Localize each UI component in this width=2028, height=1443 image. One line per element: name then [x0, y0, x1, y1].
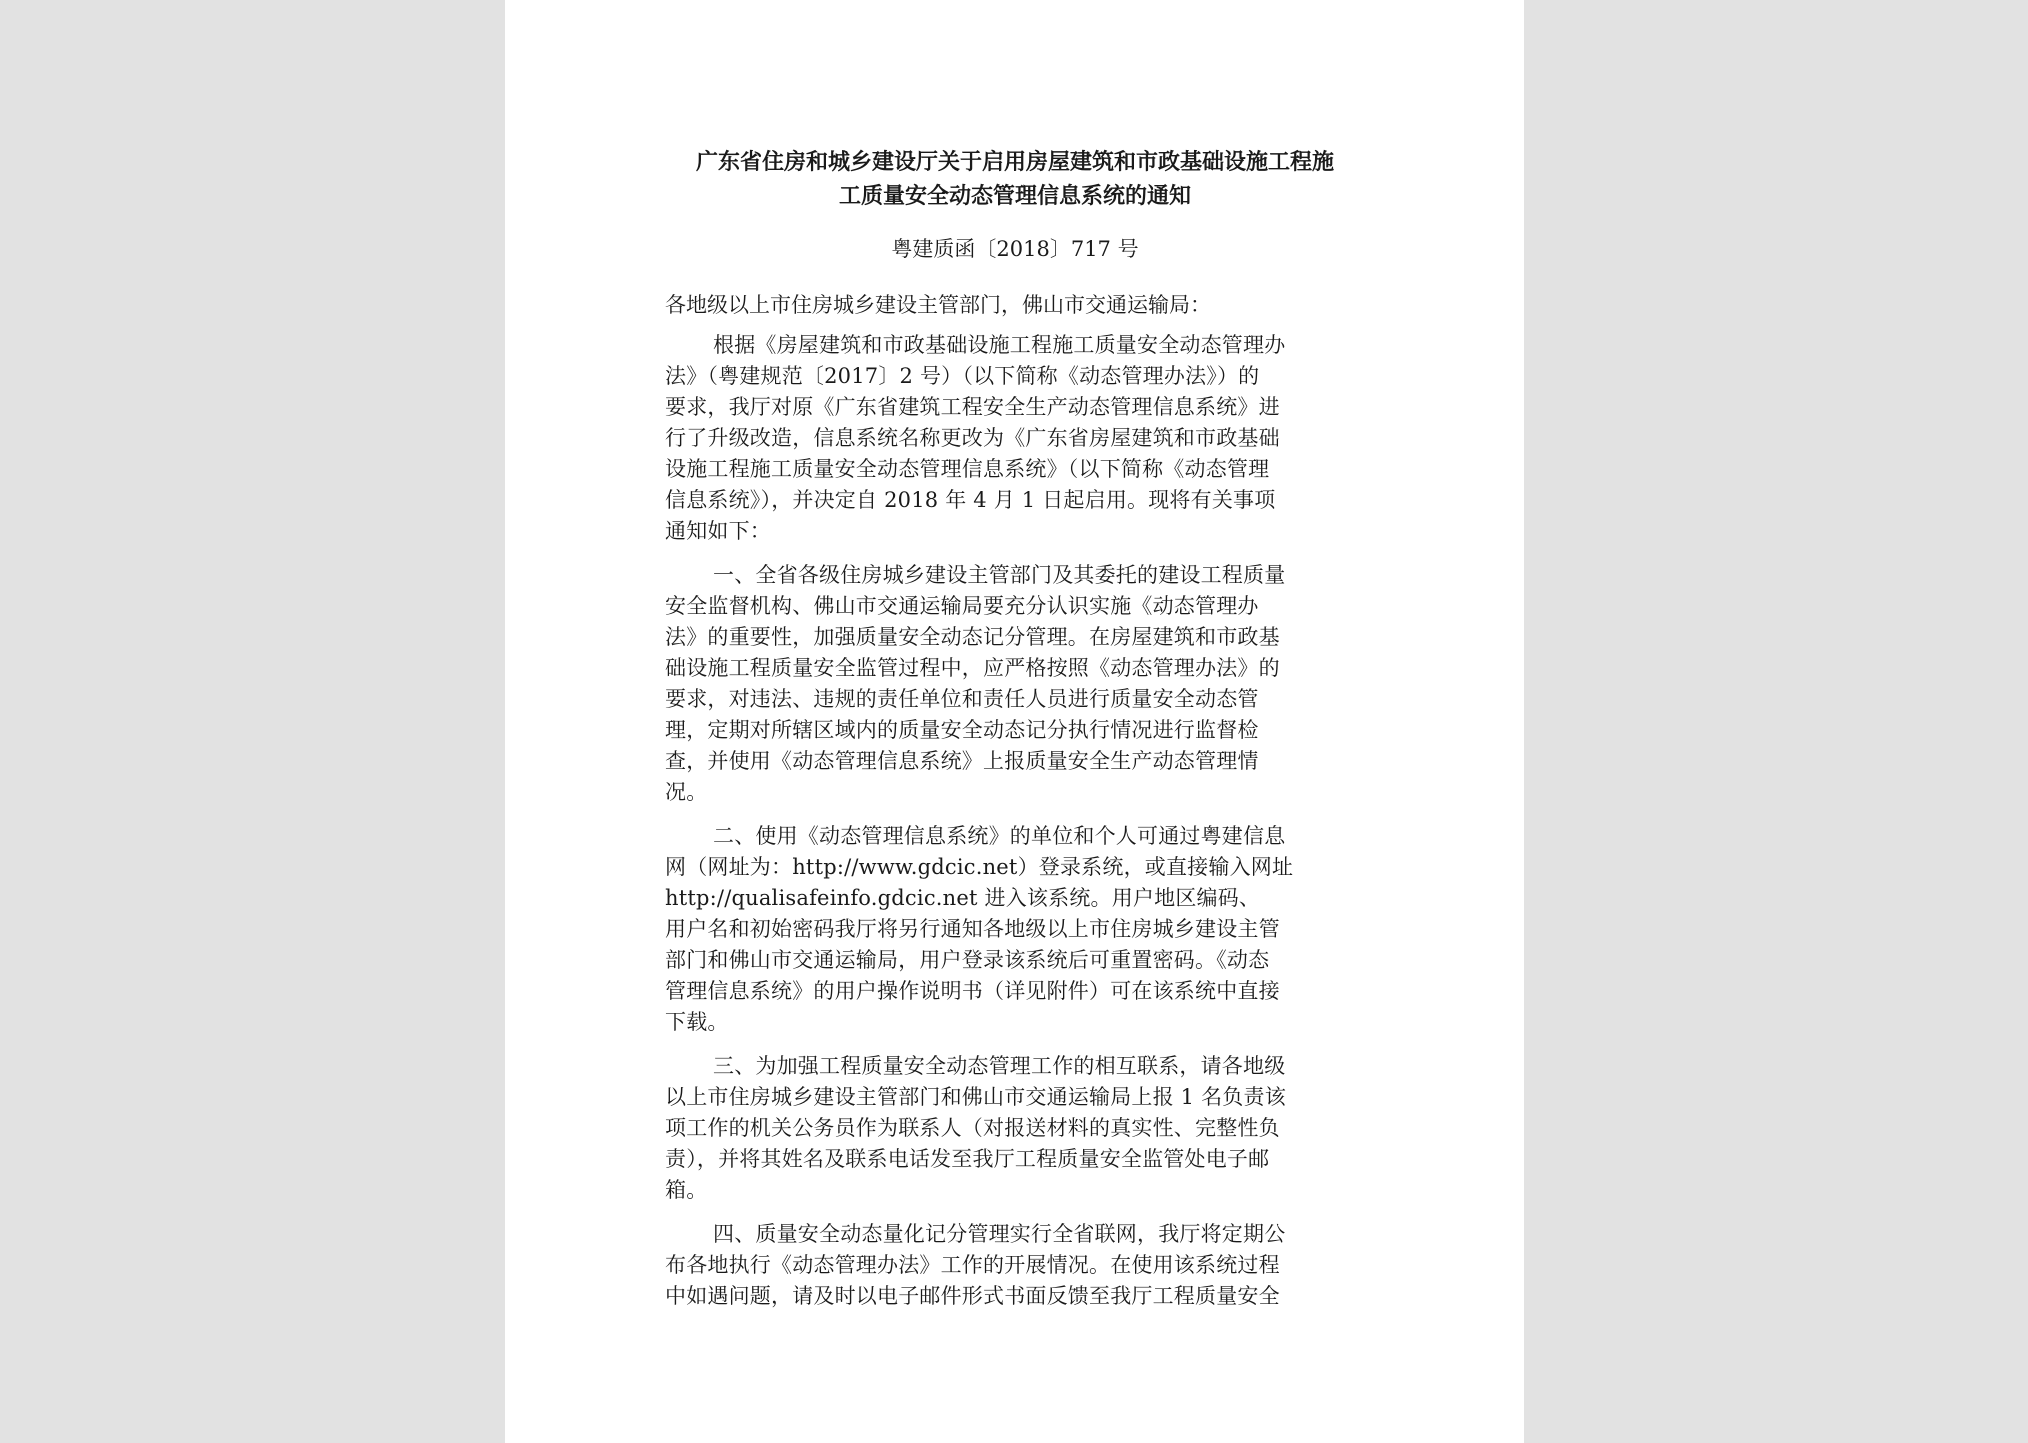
- text-line: 以上市住房城乡建设主管部门和佛山市交通运输局上报 1 名负责该: [665, 1085, 1286, 1109]
- text-line: 根据《房屋建筑和市政基础设施工程施工质量安全动态管理办: [713, 333, 1286, 357]
- text-line: 法》的重要性，加强质量安全动态记分管理。在房屋建筑和市政基: [665, 625, 1280, 649]
- text-line: 一、全省各级住房城乡建设主管部门及其委托的建设工程质量: [713, 563, 1286, 587]
- text-line: 网（网址为：http://www.gdcic.net）登录系统，或直接输入网址: [665, 855, 1294, 879]
- text-line: 理，定期对所辖区域内的质量安全动态记分执行情况进行监督检: [665, 718, 1259, 742]
- text-line: 行了升级改造，信息系统名称更改为《广东省房屋建筑和市政基础: [665, 426, 1280, 450]
- text-line: 项工作的机关公务员作为联系人（对报送材料的真实性、完整性负: [665, 1116, 1280, 1140]
- text-line: 箱。: [665, 1178, 708, 1202]
- document-body: [665, 330, 1365, 1325]
- document-title: [665, 146, 1365, 214]
- text-line: 要求，我厅对原《广东省建筑工程安全生产动态管理信息系统》进: [665, 395, 1280, 419]
- text-line: 设施工程施工质量安全动态管理信息系统》（以下简称《动态管理: [665, 457, 1270, 481]
- text-line: 布各地执行《动态管理办法》工作的开展情况。在使用该系统过程: [665, 1253, 1280, 1277]
- document-number: 粤建质函〔2018〕717 号: [891, 237, 1139, 261]
- text-line: 中如遇问题，请及时以电子邮件形式书面反馈至我厅工程质量安全: [665, 1284, 1280, 1308]
- text-line: 础设施工程质量安全监管过程中，应严格按照《动态管理办法》的: [665, 656, 1280, 680]
- text-line: 管理信息系统》的用户操作说明书（详见附件）可在该系统中直接: [665, 979, 1280, 1003]
- text-line: 通知如下：: [665, 519, 771, 543]
- title-line: 广东省住房和城乡建设厅关于启用房屋建筑和市政基础设施工程施: [695, 150, 1334, 175]
- text-line: 四、质量安全动态量化记分管理实行全省联网，我厅将定期公: [713, 1222, 1286, 1246]
- text-line: 下载。: [665, 1010, 729, 1034]
- paragraph-item-1: [665, 560, 1365, 808]
- paragraph-item-3: [665, 1051, 1365, 1206]
- text-line: 责），并将其姓名及联系电话发至我厅工程质量安全监管处电子邮: [665, 1147, 1270, 1171]
- text-line: 法》（粤建规范〔2017〕2 号）（以下简称《动态管理办法》）的: [665, 364, 1260, 388]
- text-line: 二、使用《动态管理信息系统》的单位和个人可通过粤建信息: [713, 824, 1286, 848]
- text-line: 三、为加强工程质量安全动态管理工作的相互联系，请各地级: [713, 1054, 1286, 1078]
- text-line: 要求，对违法、违规的责任单位和责任人员进行质量安全动态管: [665, 687, 1259, 711]
- text-line: 查，并使用《动态管理信息系统》上报质量安全生产动态管理情: [665, 749, 1259, 773]
- text-line: 用户名和初始密码我厅将另行通知各地级以上市住房城乡建设主管: [665, 917, 1280, 941]
- paragraph-item-2: [665, 821, 1365, 1038]
- text-line: http://qualisafeinfo.gdcic.net 进入该系统。用户地区编码、: [665, 886, 1261, 910]
- text-line: 况。: [665, 780, 708, 804]
- text-line: 部门和佛山市交通运输局，用户登录该系统后可重置密码。《动态: [665, 948, 1270, 972]
- text-line: 信息系统》），并决定自 2018 年 4 月 1 日起启用。现将有关事项: [665, 488, 1276, 512]
- paragraph-item-4: [665, 1219, 1365, 1312]
- document-page: [505, 0, 1524, 1443]
- text-line: 安全监督机构、佛山市交通运输局要充分认识实施《动态管理办: [665, 594, 1259, 618]
- salutation: 各地级以上市住房城乡建设主管部门，佛山市交通运输局：: [665, 293, 1211, 317]
- title-line: 工质量安全动态管理信息系统的通知: [838, 184, 1191, 209]
- paragraph-intro: [665, 330, 1365, 547]
